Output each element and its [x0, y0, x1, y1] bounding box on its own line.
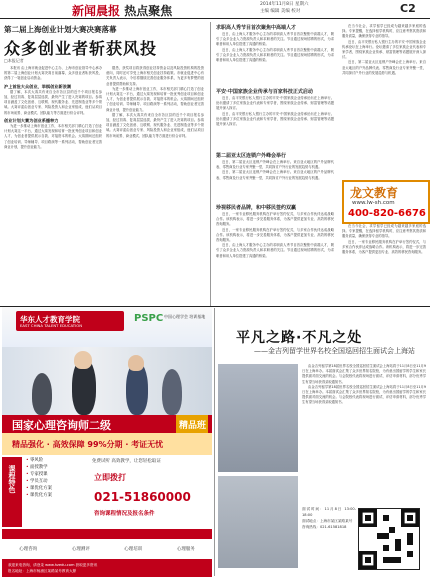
person-head	[74, 351, 92, 369]
feature-item: • 专家授课	[26, 471, 86, 478]
news-body-2: 近日，由平安银行私人银行主办的平安·中国家族企业传承论坛在上海举行。论坛邀请了多位家族企业代表和专家学者，围绕家族企业传承、财富管理等话题展开深入探讨。 近日，由平安银行私人银行主办的平安·中国家族企业传承论坛在上海举行。论坛邀请了多位家族企业代表和专家学者，围绕家族企业传承、财富管理等话题展开深入探讨。	[216, 96, 334, 127]
call-to-action: 咨询课程情况及报名条件	[94, 511, 155, 517]
article-paragraph: 据悉，获奖项目将获得创业扶持资金以及风险投资机构的投资意向，同时还可享受上海市相关创业扶持政策。市就业促进中心有关负责人表示，今后将继续完善创业服务体系，为更多有梦想的创业者提供帮助和支持。	[106, 66, 204, 86]
contact-phone[interactable]: 021-51860000	[94, 490, 191, 504]
feature-subtitle: ——金吉列留学世界名校全国巡回招生面试会上海站	[254, 347, 415, 355]
ad-footer	[2, 529, 212, 577]
contact-block: 免费试听 高效教学，让您轻松取证 立即拨打 021-51860000 咨询课程情况及报名条件	[92, 459, 191, 517]
ad-url: www.lw-sh.com	[352, 200, 395, 206]
person-figure	[32, 373, 52, 415]
byline: □本报记者	[4, 58, 24, 63]
service-item: 心理服务	[176, 547, 195, 552]
ad-header	[2, 307, 212, 347]
news-headline-4: 珍视移民者品牌，和中移民签约双赢	[216, 205, 297, 211]
partner-logo: PSPC 中国心理学会 培训基地	[134, 313, 206, 324]
news-body-4: 近日，一家专业移民服务机构在沪举行签约仪式，与多家合作伙伴达成战略合作。该机构表示，将进一步完善服务体系，为客户提供更加专业、高效的移民咨询服务。 近日，一家专业移民服务机构在沪举行签约仪式，与多家合作伙伴达成战略合作。该机构表示，将进一步完善服务体系，为客户提供更加专业、高效的移民咨询服务。 近日，由上海人才服务中心主办的求职高人秀节目首次聚焦中高端人才，吸引了众多企业人力资源负责人和求职者的关注。节目通过现场招聘的形式，为求职者和用人单位搭建了沟通的桥梁。	[216, 212, 334, 258]
news-body-1: 近日，由上海人才服务中心主办的求职高人秀节目首次聚焦中高端人才，吸引了众多企业人力资源负责人和求职者的关注。节目通过现场招聘的形式，为求职者和用人单位搭建了沟通的桥梁。 近日，由上海人才服务中心主办的求职高人秀节目首次聚焦中高端人才，吸引了众多企业人力资源负责人和求职者的关注。节目通过现场招聘的形式，为求职者和用人单位搭建了沟通的桥梁。	[216, 32, 334, 63]
service-row	[2, 539, 212, 559]
article-intro: 本报讯 由上海市就业促进中心主办、上海市创业指导中心承办的第二届上海创业计划大赛决赛日前落幕，众多创业者斩获风投，获得了一笔创业启动资金。	[4, 66, 102, 81]
school-logo: 华东人才教育学院 EAST CHINA TALENT EDUCATION	[16, 311, 124, 331]
service-item: 心理测评	[71, 547, 90, 552]
course-label: 课程特色	[2, 457, 22, 527]
person-head	[128, 355, 144, 371]
feature-title: 平凡之路·不凡之处	[236, 330, 363, 346]
service-item: 心理咨询	[19, 547, 38, 552]
article-photo	[218, 476, 298, 568]
event-info	[302, 506, 356, 570]
side-column: 在当今社会，求学留学已经成为越来越多家庭的选择。专家提醒，在选择留学机构时，应注意考察其资质和服务质量，确保获得专业的指导。 近日，由平安银行私人银行主办的平安·中国家族企业传承论坛在上海举行。论坛邀请了多位家族企业代表和专家学者，围绕家族企业传承、财富管理等话题展开深入探讨。 近日，第二届亚太区连锁户外峰会在上海举行。来自亚太地区的户外品牌代表、零售商及行业专家齐聚一堂，共同探讨户外行业的发展趋势与机遇。	[342, 24, 426, 75]
ad-phone: 400-820-6676	[348, 208, 426, 219]
feature-item: • 课优化方案	[26, 492, 86, 499]
left-column-1	[4, 66, 102, 304]
education-ad[interactable]	[342, 180, 430, 224]
feature-item: • 面授教学	[26, 464, 86, 471]
article-title: 众多创业者斩获风投	[4, 39, 158, 58]
footer-line: 欢迎来电咨询，请登录 www.hzedu.com 获取更多资讯	[8, 563, 98, 567]
side-column-2: 在当今社会，求学留学已经成为越来越多家庭的选择。专家提醒，在选择留学机构时，应注意考察其资质和服务质量，确保获得专业的指导。 近日，一家专业移民服务机构在沪举行签约仪式，与多家合作伙伴达成战略合作。该机构表示，将进一步完善服务体系，为客户提供更加专业、高效的移民咨询服务。	[342, 224, 426, 255]
section-logo: 新闻晨报 热点聚焦	[72, 4, 173, 18]
left-column-2	[106, 66, 204, 304]
article-subtitle: 第二届上海创业计划大赛决赛落幕	[4, 25, 117, 34]
feature-item: • 学员互动	[26, 478, 86, 485]
issue-info: 2014年11月8日 星期六 主编 编辑 美编 校对	[260, 2, 309, 14]
news-body-3: 近日，第二届亚太区连锁户外峰会在上海举行。来自亚太地区的户外品牌代表、零售商及行业专家齐聚一堂，共同探讨户外行业的发展趋势与机遇。 近日，第二届亚太区连锁户外峰会在上海举行。来自亚太地区的户外品牌代表、零售商及行业专家齐聚一堂，共同探讨户外行业的发展趋势与机遇。	[216, 160, 334, 180]
article-photo	[218, 364, 298, 472]
news-headline-2: 平安·中国家族企业传承与百家科技正式启动	[216, 89, 313, 95]
qr-code[interactable]	[358, 508, 420, 570]
article-paragraph: 据了解，本次大赛共有来自全市各区县的近千个项目报名参加，经过初赛、复赛层层选拔，最终产生了进入决赛的项目。参赛项目涵盖了文化创意、互联网、现代服务业、先进制造业等多个领域。大赛评委由创业专家、风险投资人和企业家组成，他们从项目的市场前景、商业模式、团队能力等方面进行综合评判。	[4, 89, 102, 115]
ad-photo	[2, 347, 212, 415]
column-divider	[210, 22, 211, 307]
ad-banner: 国家心理咨询师二级 精品班	[2, 415, 212, 433]
section-heading: 创业计划大赛为创业系播种力	[4, 117, 59, 123]
feature-item: • 课优化方案	[26, 485, 86, 492]
call-label: 立即拨打	[94, 473, 126, 482]
section-heading: 沪上首批大众创业，举棋创业新浪潮	[4, 83, 72, 89]
qr-code-icon	[359, 509, 419, 569]
event-address: 面试地点：上海市某区某路某号	[302, 519, 353, 523]
event-phone: 咨询热线：021-61581818	[302, 525, 347, 529]
event-time: 面试时间：11月8日 13:00-18:00	[302, 507, 356, 517]
course-features	[26, 457, 86, 499]
psychology-course-ad[interactable]	[2, 307, 212, 577]
article-paragraph: 据了解，本次大赛共有来自全市各区县的近千个项目报名参加，经过初赛、复赛层层选拔，最终产生了进入决赛的项目。参赛项目涵盖了文化创意、互联网、现代服务业、先进制造业等多个领域。大赛评委由创业专家、风险投资人和企业家组成，他们从项目的市场前景、商业模式、团队能力等方面进行综合评判。	[106, 112, 204, 138]
news-headline-3: 第二届亚太区连锁户外峰会举行	[216, 153, 287, 159]
page-number: C2	[400, 2, 416, 15]
promo-strip: 精品强化 · 高效保障 99%分期 · 考证无忧	[2, 433, 212, 455]
article-paragraph: 为进一步推动上海市创业工作，本市相关部门精心打造了创业计划大赛这一平台，通过大赛发现和培育一批优秀创业项目和创业人才，为创业者提供展示自我、对接资本的机会。大赛期间还组织了创业培训、导师辅导、项目路演等一系列活动，帮助创业者完善商业计划，提升创业能力。	[4, 124, 102, 149]
column-divider	[214, 308, 215, 576]
feature-body: 由金吉列留学第18届世界名校全国巡回招生面试会上海站将于11月8日至11月9日在上海举办。本届面试会汇集了众多世界知名院校，为有意出国留学的学生和家长提供面对面交流的机会。与会院校代表将现场进行面试、评估申请材料，部分优秀学生有望当场获得录取通知书。 由金吉列留学第18届世界名校全国巡回招生面试会上海站将于11月8日至11月9日在上海举办。本届面试会汇集了众多世界知名院校，为有意出国留学的学生和家长提供面对面交流的机会。与会院校代表将现场进行面试、评估申请材料，部分优秀学生有望当场获得录取通知书。	[302, 364, 426, 405]
person-figure	[162, 369, 182, 415]
masthead	[0, 0, 430, 19]
article-paragraph: 为进一步推动上海市创业工作，本市相关部门精心打造了创业计划大赛这一平台，通过大赛发现和培育一批优秀创业项目和创业人才，为创业者提供展示自我、对接资本的机会。大赛期间还组织了创业培训、导师辅导、项目路演等一系列活动，帮助创业者完善商业计划，提升创业能力。	[106, 86, 204, 112]
service-item: 心理培训	[124, 547, 143, 552]
feature-item: • 零风险	[26, 457, 86, 464]
ad-brand: 龙文教育	[350, 186, 399, 200]
footer-line: 报名地址：上海市杨浦区某路某号教育大厦	[8, 569, 77, 573]
news-headline-1: 求职高人秀节目首次聚焦中高端人才	[216, 25, 297, 31]
class-tag: 精品班	[176, 415, 208, 433]
